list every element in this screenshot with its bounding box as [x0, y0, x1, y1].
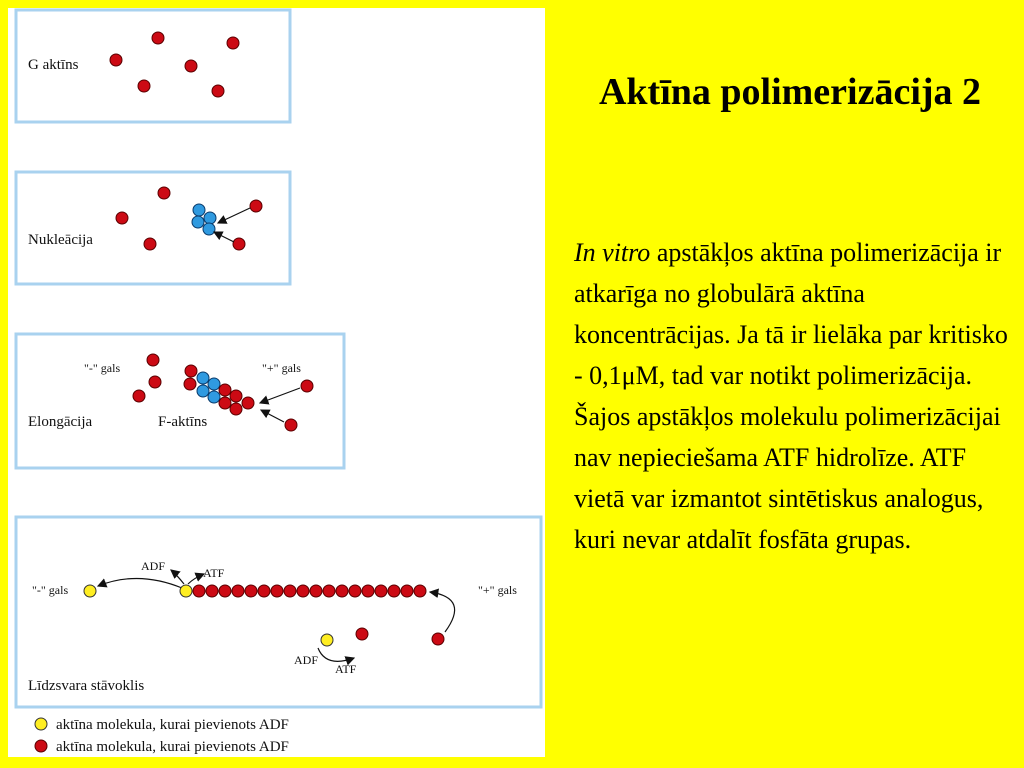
filament-nucleus: [197, 372, 220, 403]
panel-g-actin: [16, 10, 290, 122]
body-italic-lead: In vitro: [574, 238, 651, 267]
steady-plus-end-label: "+" gals: [478, 583, 517, 597]
panel-elongation: [16, 334, 344, 468]
atf-top-label: ATF: [203, 566, 225, 580]
slide-title: Aktīna polimerizācija 2: [598, 71, 982, 113]
steady-filament: [180, 585, 426, 597]
released-adf-monomer: [84, 585, 96, 597]
panel-steady-state: [16, 517, 541, 707]
exchange-atf-monomer: [356, 628, 368, 640]
panel-nucleation: [16, 172, 290, 284]
actin-polymerization-diagram: [8, 8, 545, 757]
g-actin-monomers: [110, 32, 239, 97]
panel-g-actin-label: G aktīns: [28, 57, 79, 73]
panel-elongation-label: Elongācija: [28, 414, 93, 430]
legend-yellow-swatch: [35, 718, 47, 730]
nucleation-monomers: [116, 187, 262, 250]
exchange-adf-monomer: [321, 634, 333, 646]
atf-bottom-label: ATF: [335, 662, 357, 676]
adf-top-label: ADF: [141, 559, 166, 573]
legend-red-label: aktīna molekula, kurai pievienots ADF: [56, 739, 289, 755]
body-paragraph: apstākļos aktīna polimerizācija ir atkarīga no globulārā aktīna koncentrācijas. Ja tā ir lielāka par kritisko - 0,1μM, tad var notikt polimerizācija. Šajos apstākļos molekulu polimerizācijai nav nepieciešama ATF hidrolīze. ATF vietā var izmantot sintētiskus analogus, kuri nevar atdalīt fosfāta grupas.: [574, 238, 1008, 554]
elongation-minus-end-label: "-" gals: [84, 361, 121, 375]
nucleus-cluster: [192, 204, 216, 235]
f-actin-label: F-aktīns: [158, 414, 208, 430]
slide-body: [574, 232, 1014, 560]
steady-minus-end-label: "-" gals: [32, 583, 69, 597]
panel-nucleation-label: Nukleācija: [28, 232, 93, 248]
filament-plus-growth: [219, 384, 254, 415]
panel-steady-state-label: Līdzsvara stāvoklis: [28, 678, 145, 694]
elongation-plus-end-label: "+" gals: [262, 361, 301, 375]
filament-minus-cap: [184, 365, 197, 390]
legend: [35, 717, 289, 755]
incoming-atf-monomer: [432, 633, 444, 645]
legend-yellow-label: aktīna molekula, kurai pievienots ADF: [56, 717, 289, 733]
adf-bottom-label: ADF: [294, 653, 319, 667]
legend-red-swatch: [35, 740, 47, 752]
